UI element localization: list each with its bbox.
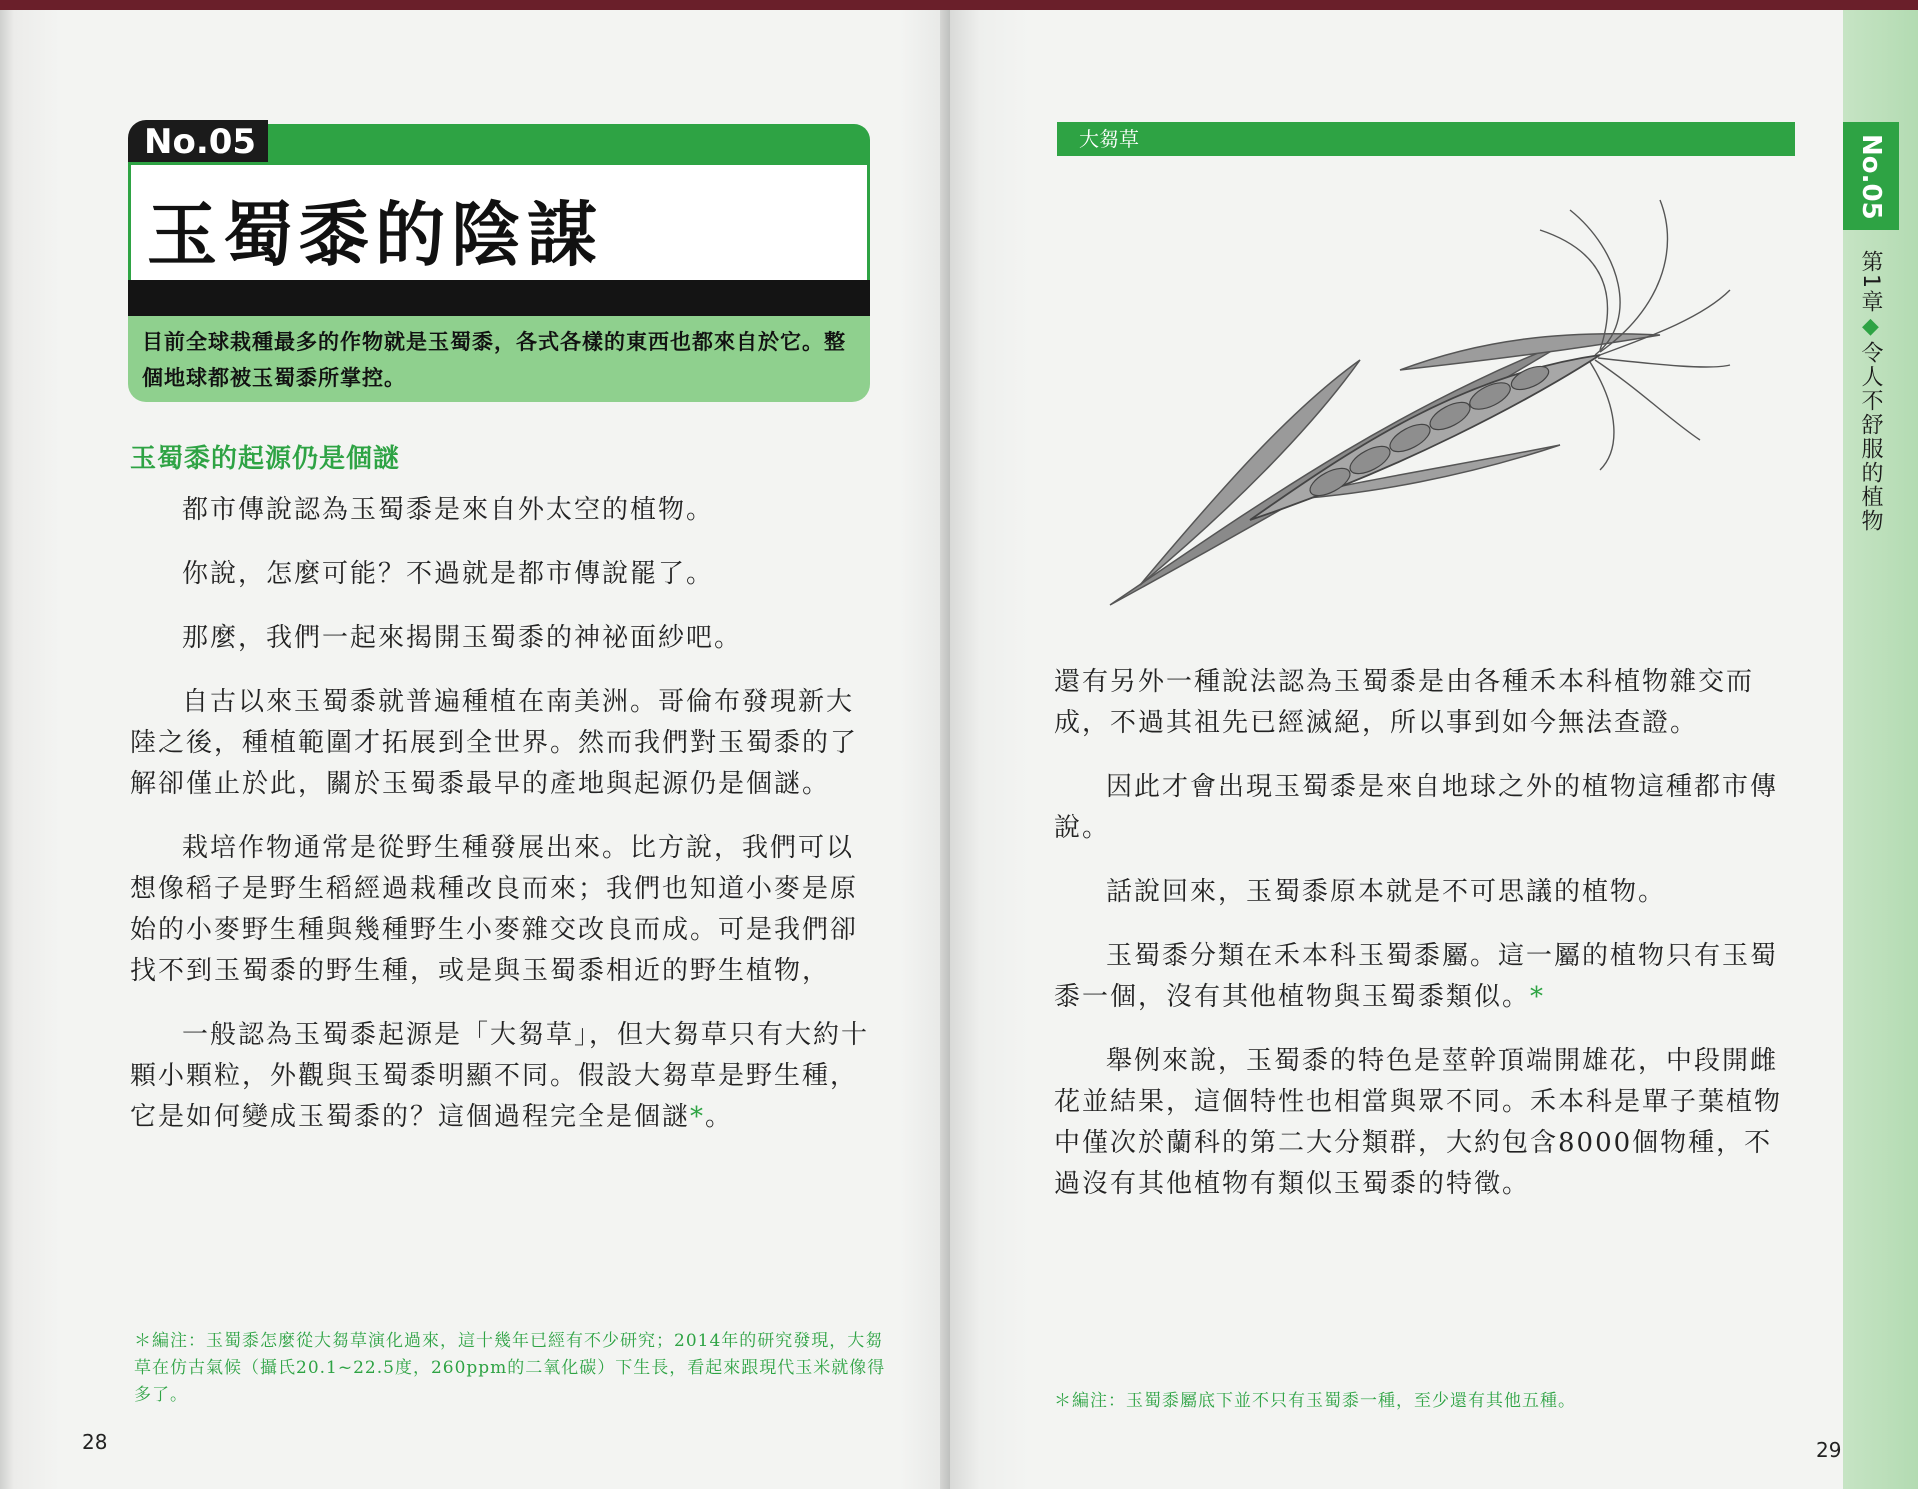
paragraph: 還有另外一種說法認為玉蜀黍是由各種禾本科植物雜交而成，不過其祖先已經滅絕，所以事到如今無法查證。 <box>1054 667 1755 738</box>
paragraph: 你說，怎麼可能？不過就是都市傳說罷了。 <box>182 559 715 589</box>
illustration-label: 大芻草 <box>1057 122 1795 156</box>
paragraph: 舉例來說，玉蜀黍的特色是莖幹頂端開雄花，中段開雌花並結果，這個特性也相當與眾不同。禾本科是單子葉植物中僅次於蘭科的第二大分類群，大約包含8000個物種，不過沒有其他植物有類似玉蜀黍的特徵。 <box>1054 1046 1783 1199</box>
paragraph: 栽培作物通常是從野生種發展出來。比方說，我們可以想像稻子是野生稻經過栽種改良而來；我們也知道小麥是原始的小麥野生種與幾種野生小麥雜交改良而成。可是我們卻找不到玉蜀黍的野生種，或是與玉蜀黍相近的野生植物， <box>130 833 859 986</box>
title-box <box>128 162 870 280</box>
side-tab-label: No.05 <box>1856 134 1886 220</box>
page-title: 玉蜀黍的陰謀 <box>147 194 603 276</box>
right-body-text <box>1054 662 1798 1228</box>
diamond-icon: ◆ <box>1858 314 1883 341</box>
paragraph: 那麼，我們一起來揭開玉蜀黍的神祕面紗吧。 <box>182 623 743 653</box>
page-number-left: 28 <box>82 1430 108 1454</box>
teosinte-illustration <box>1100 190 1740 610</box>
paragraph-end: 。 <box>705 1102 734 1132</box>
left-page <box>0 10 950 1489</box>
footnote-marker: * <box>1530 982 1546 1012</box>
title-top-band <box>268 124 870 162</box>
right-page <box>950 10 1918 1489</box>
left-footnote: ＊編注：玉蜀黍怎麼從大芻草演化過來，這十幾年已經有不少研究；2014年的研究發現，大芻草在仿古氣候（攝氏20.1~22.5度，260ppm的二氧化碳）下生長，看起來跟現代玉米就像得多了。 <box>134 1331 886 1405</box>
paragraph: 話說回來，玉蜀黍原本就是不可思議的植物。 <box>1106 877 1667 907</box>
paragraph <box>1054 936 1798 1018</box>
paragraph: 都市傳說認為玉蜀黍是來自外太空的植物。 <box>182 495 715 525</box>
page-number-right: 29 <box>1816 1438 1842 1462</box>
paragraph <box>130 1015 874 1138</box>
title-black-band <box>128 280 870 316</box>
footnote-marker: * <box>690 1102 706 1132</box>
subheading: 玉蜀黍的起源仍是個謎 <box>130 444 401 474</box>
paragraph-text: 玉蜀黍分類在禾本科玉蜀黍屬。這一屬的植物只有玉蜀黍一個，沒有其他植物與玉蜀黍類似。 <box>1054 941 1779 1012</box>
side-number-tab <box>1843 122 1899 230</box>
right-footnote: ＊編注：玉蜀黍屬底下並不只有玉蜀黍一種，至少還有其他五種。 <box>1054 1391 1576 1411</box>
chapter-prefix: 第1章 <box>1858 250 1883 314</box>
left-body-text <box>130 490 874 1161</box>
paragraph: 因此才會出現玉蜀黍是來自地球之外的植物這種都市傳說。 <box>1054 772 1779 843</box>
chapter-title: 令人不舒服的植物 <box>1858 341 1883 533</box>
chapter-side-strip <box>1843 10 1918 1489</box>
number-tag: No.05 <box>128 120 268 164</box>
paragraph-text: 一般認為玉蜀黍起源是「大芻草」，但大芻草只有大約十顆小顆粒，外觀與玉蜀黍明顯不同。假設大芻草是野生種，它是如何變成玉蜀黍的？這個過程完全是個謎 <box>130 1020 870 1132</box>
summary-box: 目前全球栽種最多的作物就是玉蜀黍，各式各樣的東西也都來自於它。整個地球都被玉蜀黍所掌控。 <box>128 316 870 402</box>
paragraph: 自古以來玉蜀黍就普遍種植在南美洲。哥倫布發現新大陸之後，種植範圍才拓展到全世界。然而我們對玉蜀黍的了解卻僅止於此，關於玉蜀黍最早的產地與起源仍是個謎。 <box>130 687 859 799</box>
chapter-label <box>1850 250 1890 533</box>
